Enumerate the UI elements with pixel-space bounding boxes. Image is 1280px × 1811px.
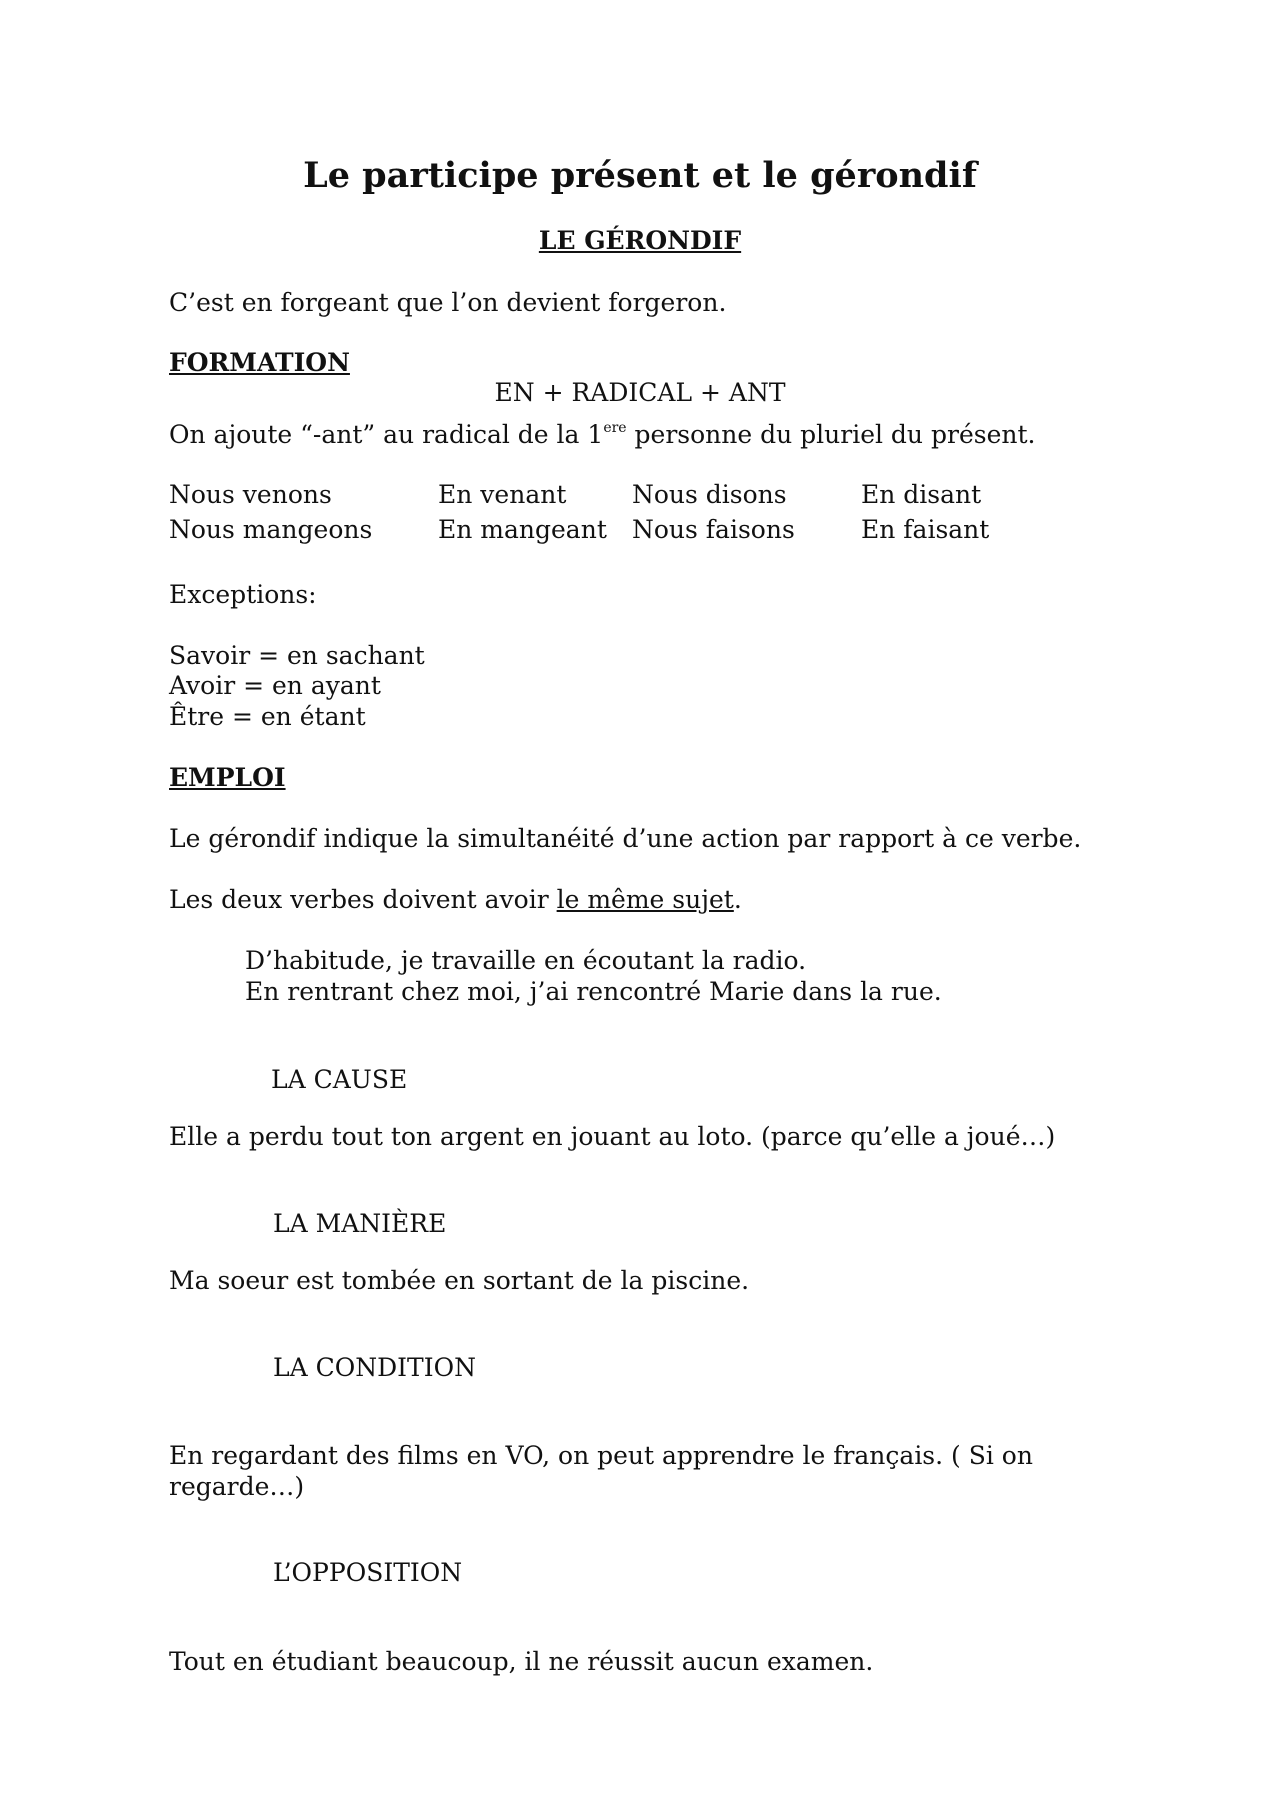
emploi-text: Les deux verbes doivent avoir — [169, 885, 557, 914]
emploi-same-subject — [169, 887, 742, 912]
exceptions-label: Exceptions: — [169, 580, 317, 609]
formation-formula: EN + RADICAL + ANT — [494, 378, 786, 407]
table-cell: En faisant — [861, 515, 990, 544]
use-example-maniere: Ma soeur est tombée en sortant de la piscine. — [169, 1266, 750, 1295]
page-title: Le participe présent et le gérondif — [303, 155, 977, 196]
use-label-condition: LA CONDITION — [273, 1353, 476, 1382]
proverb: C’est en forgeant que l’on devient forgeron. — [169, 288, 727, 317]
exception-item: Avoir = en ayant — [169, 671, 381, 700]
table-cell: Nous disons — [632, 480, 787, 509]
emploi-heading: EMPLOI — [169, 763, 286, 792]
use-example-condition-line2: regarde…) — [169, 1472, 305, 1501]
formation-rule-text: On ajoute “-ant” au radical de la 1 — [169, 420, 604, 449]
formation-rule-text-end: personne du pluriel du présent. — [626, 420, 1036, 449]
formation-rule-superscript: ere — [603, 420, 627, 436]
emploi-underlined-text: le même sujet — [556, 885, 734, 914]
example-sentence: D’habitude, je travaille en écoutant la radio. — [245, 946, 807, 975]
formation-heading: FORMATION — [169, 348, 350, 377]
emploi-line: Le gérondif indique la simultanéité d’une action par rapport à ce verbe. — [169, 824, 1082, 853]
table-cell: Nous faisons — [632, 515, 795, 544]
section-heading-gerondif: LE GÉRONDIF — [538, 226, 742, 255]
emploi-text-end: . — [733, 885, 742, 914]
use-example-opposition: Tout en étudiant beaucoup, il ne réussit aucun examen. — [169, 1647, 874, 1676]
exception-item: Savoir = en sachant — [169, 641, 425, 670]
use-label-cause: LA CAUSE — [271, 1065, 408, 1094]
example-sentence: En rentrant chez moi, j’ai rencontré Marie dans la rue. — [245, 977, 942, 1006]
formation-rule — [169, 422, 1035, 447]
use-example-cause: Elle a perdu tout ton argent en jouant au loto. (parce qu’elle a joué…) — [169, 1122, 1056, 1151]
use-label-opposition: L’OPPOSITION — [273, 1558, 463, 1587]
table-cell: En disant — [861, 480, 982, 509]
exception-item: Être = en étant — [169, 702, 366, 731]
use-label-maniere: LA MANIÈRE — [273, 1209, 447, 1238]
table-cell: Nous venons — [169, 480, 332, 509]
table-cell: Nous mangeons — [169, 515, 373, 544]
use-example-condition-line1: En regardant des films en VO, on peut apprendre le français. ( Si on — [169, 1441, 1033, 1470]
table-cell: En mangeant — [438, 515, 607, 544]
table-cell: En venant — [438, 480, 567, 509]
